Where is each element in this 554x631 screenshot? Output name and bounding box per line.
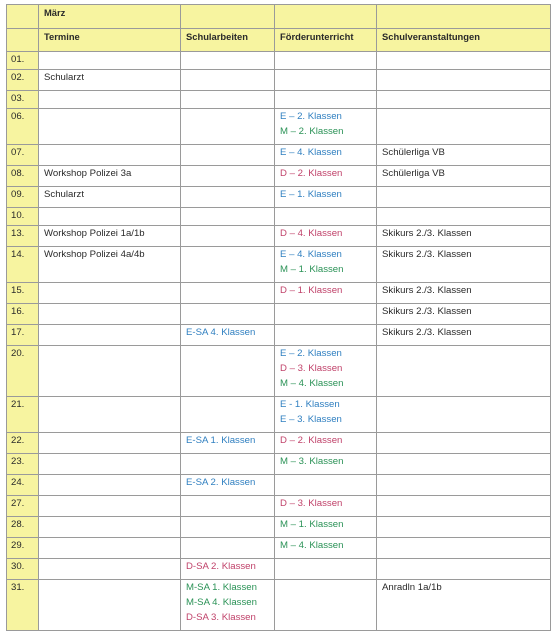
day-cell: 27. xyxy=(7,496,39,517)
schularbeiten-cell xyxy=(181,325,275,346)
day-cell: 16. xyxy=(7,304,39,325)
table-row xyxy=(7,538,551,559)
entry-text: E-SA 4. Klassen xyxy=(186,327,256,338)
termine-cell xyxy=(39,187,181,208)
schulveranstaltungen-cell xyxy=(377,433,551,454)
termine-cell xyxy=(39,454,181,475)
schulveranstaltungen-cell xyxy=(377,538,551,559)
schularbeiten-cell xyxy=(181,52,275,70)
day-cell: 06. xyxy=(7,109,39,145)
entry-text: D – 1. Klassen xyxy=(280,285,343,296)
entry-text: Skikurs 2./3. Klassen xyxy=(382,306,472,317)
foerderunterricht-cell xyxy=(275,580,377,631)
table-row xyxy=(7,475,551,496)
schulveranstaltungen-cell xyxy=(377,70,551,91)
entry-text: Schülerliga VB xyxy=(382,147,445,158)
foerderunterricht-cell xyxy=(275,145,377,166)
entry-text: E – 3. Klassen xyxy=(280,414,342,425)
table-row xyxy=(7,52,551,70)
table-row xyxy=(7,91,551,109)
schularbeiten-cell xyxy=(181,208,275,226)
entry-text: D – 4. Klassen xyxy=(280,228,343,239)
schularbeiten-cell xyxy=(181,187,275,208)
entry-text: Skikurs 2./3. Klassen xyxy=(382,285,472,296)
entry-text: E-SA 2. Klassen xyxy=(186,477,256,488)
entry-text: E – 4. Klassen xyxy=(280,249,342,260)
header-day-cell xyxy=(7,29,39,52)
termine-cell xyxy=(39,397,181,433)
table-row xyxy=(7,187,551,208)
schulveranstaltungen-cell xyxy=(377,208,551,226)
table-row xyxy=(7,559,551,580)
month-title: März xyxy=(39,5,181,29)
termine-cell xyxy=(39,559,181,580)
foerderunterricht-cell xyxy=(275,454,377,475)
entry-text: D – 3. Klassen xyxy=(280,363,343,374)
entry-text: M – 3. Klassen xyxy=(280,456,344,467)
foerderunterricht-cell xyxy=(275,91,377,109)
foerderunterricht-cell xyxy=(275,187,377,208)
schulveranstaltungen-cell xyxy=(377,166,551,187)
header-schulveranstaltungen: Schulveranstaltungen xyxy=(377,29,551,52)
entry-text: M – 1. Klassen xyxy=(280,519,344,530)
schularbeiten-cell xyxy=(181,247,275,283)
termine-cell xyxy=(39,52,181,70)
day-cell: 31. xyxy=(7,580,39,631)
schulveranstaltungen-cell xyxy=(377,559,551,580)
day-cell: 08. xyxy=(7,166,39,187)
foerderunterricht-cell xyxy=(275,433,377,454)
schularbeiten-cell xyxy=(181,496,275,517)
termine-cell xyxy=(39,346,181,397)
schularbeiten-cell xyxy=(181,283,275,304)
termine-cell xyxy=(39,496,181,517)
entry-text: Schülerliga VB xyxy=(382,168,445,179)
entry-text: M-SA 4. Klassen xyxy=(186,597,257,608)
day-cell: 28. xyxy=(7,517,39,538)
schularbeiten-cell xyxy=(181,397,275,433)
schularbeiten-cell xyxy=(181,559,275,580)
foerderunterricht-cell xyxy=(275,304,377,325)
schulveranstaltungen-cell xyxy=(377,304,551,325)
schularbeiten-cell xyxy=(181,145,275,166)
table-row xyxy=(7,397,551,433)
table-row xyxy=(7,517,551,538)
schularbeiten-cell xyxy=(181,433,275,454)
schularbeiten-cell xyxy=(181,538,275,559)
day-cell: 01. xyxy=(7,52,39,70)
termine-cell xyxy=(39,517,181,538)
table-row xyxy=(7,208,551,226)
schulveranstaltungen-cell xyxy=(377,283,551,304)
schulveranstaltungen-cell xyxy=(377,187,551,208)
table-row xyxy=(7,247,551,283)
foerderunterricht-cell xyxy=(275,226,377,247)
month-empty-cell xyxy=(377,5,551,29)
foerderunterricht-cell xyxy=(275,247,377,283)
day-cell: 14. xyxy=(7,247,39,283)
termine-cell xyxy=(39,109,181,145)
header-schularbeiten: Schularbeiten xyxy=(181,29,275,52)
header-termine: Termine xyxy=(39,29,181,52)
schularbeiten-cell xyxy=(181,166,275,187)
table-row xyxy=(7,70,551,91)
termine-cell xyxy=(39,475,181,496)
day-cell: 24. xyxy=(7,475,39,496)
day-cell: 02. xyxy=(7,70,39,91)
schulveranstaltungen-cell xyxy=(377,325,551,346)
termine-cell xyxy=(39,538,181,559)
entry-text: E – 2. Klassen xyxy=(280,348,342,359)
termine-cell xyxy=(39,208,181,226)
entry-text: D – 3. Klassen xyxy=(280,498,343,509)
foerderunterricht-cell xyxy=(275,397,377,433)
table-row xyxy=(7,109,551,145)
table-row xyxy=(7,283,551,304)
schularbeiten-cell xyxy=(181,454,275,475)
termine-cell xyxy=(39,325,181,346)
day-cell: 29. xyxy=(7,538,39,559)
table-row xyxy=(7,346,551,397)
schedule-table xyxy=(6,4,551,631)
day-cell: 23. xyxy=(7,454,39,475)
termine-cell xyxy=(39,247,181,283)
entry-text: M – 1. Klassen xyxy=(280,264,344,275)
day-cell: 10. xyxy=(7,208,39,226)
schulveranstaltungen-cell xyxy=(377,397,551,433)
table-row xyxy=(7,166,551,187)
termine-cell xyxy=(39,91,181,109)
entry-text: E-SA 1. Klassen xyxy=(186,435,256,446)
day-cell: 09. xyxy=(7,187,39,208)
header-row xyxy=(7,29,551,52)
day-cell: 30. xyxy=(7,559,39,580)
schularbeiten-cell xyxy=(181,91,275,109)
schulveranstaltungen-cell xyxy=(377,91,551,109)
schulveranstaltungen-cell xyxy=(377,475,551,496)
day-cell: 03. xyxy=(7,91,39,109)
schulveranstaltungen-cell xyxy=(377,496,551,517)
entry-text: E – 4. Klassen xyxy=(280,147,342,158)
entry-text: Anradln 1a/1b xyxy=(382,582,442,593)
day-cell: 13. xyxy=(7,226,39,247)
termine-cell xyxy=(39,304,181,325)
schularbeiten-cell xyxy=(181,70,275,91)
schulveranstaltungen-cell xyxy=(377,226,551,247)
termine-cell xyxy=(39,166,181,187)
foerderunterricht-cell xyxy=(275,109,377,145)
schularbeiten-cell xyxy=(181,304,275,325)
foerderunterricht-cell xyxy=(275,559,377,580)
termine-cell xyxy=(39,580,181,631)
schularbeiten-cell xyxy=(181,346,275,397)
entry-text: Workshop Polizei 4a/4b xyxy=(44,249,145,260)
table-row xyxy=(7,145,551,166)
table-row xyxy=(7,580,551,631)
foerderunterricht-cell xyxy=(275,325,377,346)
entry-text: Skikurs 2./3. Klassen xyxy=(382,249,472,260)
foerderunterricht-cell xyxy=(275,475,377,496)
day-cell: 22. xyxy=(7,433,39,454)
foerderunterricht-cell xyxy=(275,517,377,538)
foerderunterricht-cell xyxy=(275,538,377,559)
foerderunterricht-cell xyxy=(275,283,377,304)
table-row xyxy=(7,226,551,247)
entry-text: D-SA 3. Klassen xyxy=(186,612,256,623)
termine-cell xyxy=(39,226,181,247)
schulveranstaltungen-cell xyxy=(377,145,551,166)
entry-text: E - 1. Klassen xyxy=(280,399,340,410)
termine-cell xyxy=(39,283,181,304)
day-cell: 07. xyxy=(7,145,39,166)
entry-text: E – 2. Klassen xyxy=(280,111,342,122)
day-cell: 15. xyxy=(7,283,39,304)
entry-text: E – 1. Klassen xyxy=(280,189,342,200)
entry-text: D – 2. Klassen xyxy=(280,168,343,179)
schulveranstaltungen-cell xyxy=(377,109,551,145)
entry-text: M-SA 1. Klassen xyxy=(186,582,257,593)
schularbeiten-cell xyxy=(181,109,275,145)
entry-text: M – 2. Klassen xyxy=(280,126,344,137)
schulveranstaltungen-cell xyxy=(377,346,551,397)
termine-cell xyxy=(39,433,181,454)
table-row xyxy=(7,454,551,475)
schulveranstaltungen-cell xyxy=(377,52,551,70)
schularbeiten-cell xyxy=(181,580,275,631)
schularbeiten-cell xyxy=(181,475,275,496)
entry-text: D – 2. Klassen xyxy=(280,435,343,446)
table-row xyxy=(7,496,551,517)
entry-text: D-SA 2. Klassen xyxy=(186,561,256,572)
entry-text: M – 4. Klassen xyxy=(280,378,344,389)
schulveranstaltungen-cell xyxy=(377,247,551,283)
entry-text: Workshop Polizei 3a xyxy=(44,168,132,179)
foerderunterricht-cell xyxy=(275,70,377,91)
termine-cell xyxy=(39,70,181,91)
foerderunterricht-cell xyxy=(275,52,377,70)
entry-text: Workshop Polizei 1a/1b xyxy=(44,228,145,239)
table-row xyxy=(7,433,551,454)
foerderunterricht-cell xyxy=(275,208,377,226)
schulveranstaltungen-cell xyxy=(377,580,551,631)
foerderunterricht-cell xyxy=(275,346,377,397)
month-row xyxy=(7,5,551,29)
day-cell: 21. xyxy=(7,397,39,433)
entry-text: Schularzt xyxy=(44,189,84,200)
month-empty-cell xyxy=(181,5,275,29)
entry-text: Skikurs 2./3. Klassen xyxy=(382,327,472,338)
schularbeiten-cell xyxy=(181,517,275,538)
day-cell: 17. xyxy=(7,325,39,346)
header-foerderunterricht: Förderunterricht xyxy=(275,29,377,52)
month-day-cell xyxy=(7,5,39,29)
entry-text: M – 4. Klassen xyxy=(280,540,344,551)
termine-cell xyxy=(39,145,181,166)
foerderunterricht-cell xyxy=(275,496,377,517)
entry-text: Schularzt xyxy=(44,72,84,83)
table-row xyxy=(7,304,551,325)
day-cell: 20. xyxy=(7,346,39,397)
schularbeiten-cell xyxy=(181,226,275,247)
schulveranstaltungen-cell xyxy=(377,517,551,538)
month-empty-cell xyxy=(275,5,377,29)
foerderunterricht-cell xyxy=(275,166,377,187)
table-row xyxy=(7,325,551,346)
entry-text: Skikurs 2./3. Klassen xyxy=(382,228,472,239)
schulveranstaltungen-cell xyxy=(377,454,551,475)
